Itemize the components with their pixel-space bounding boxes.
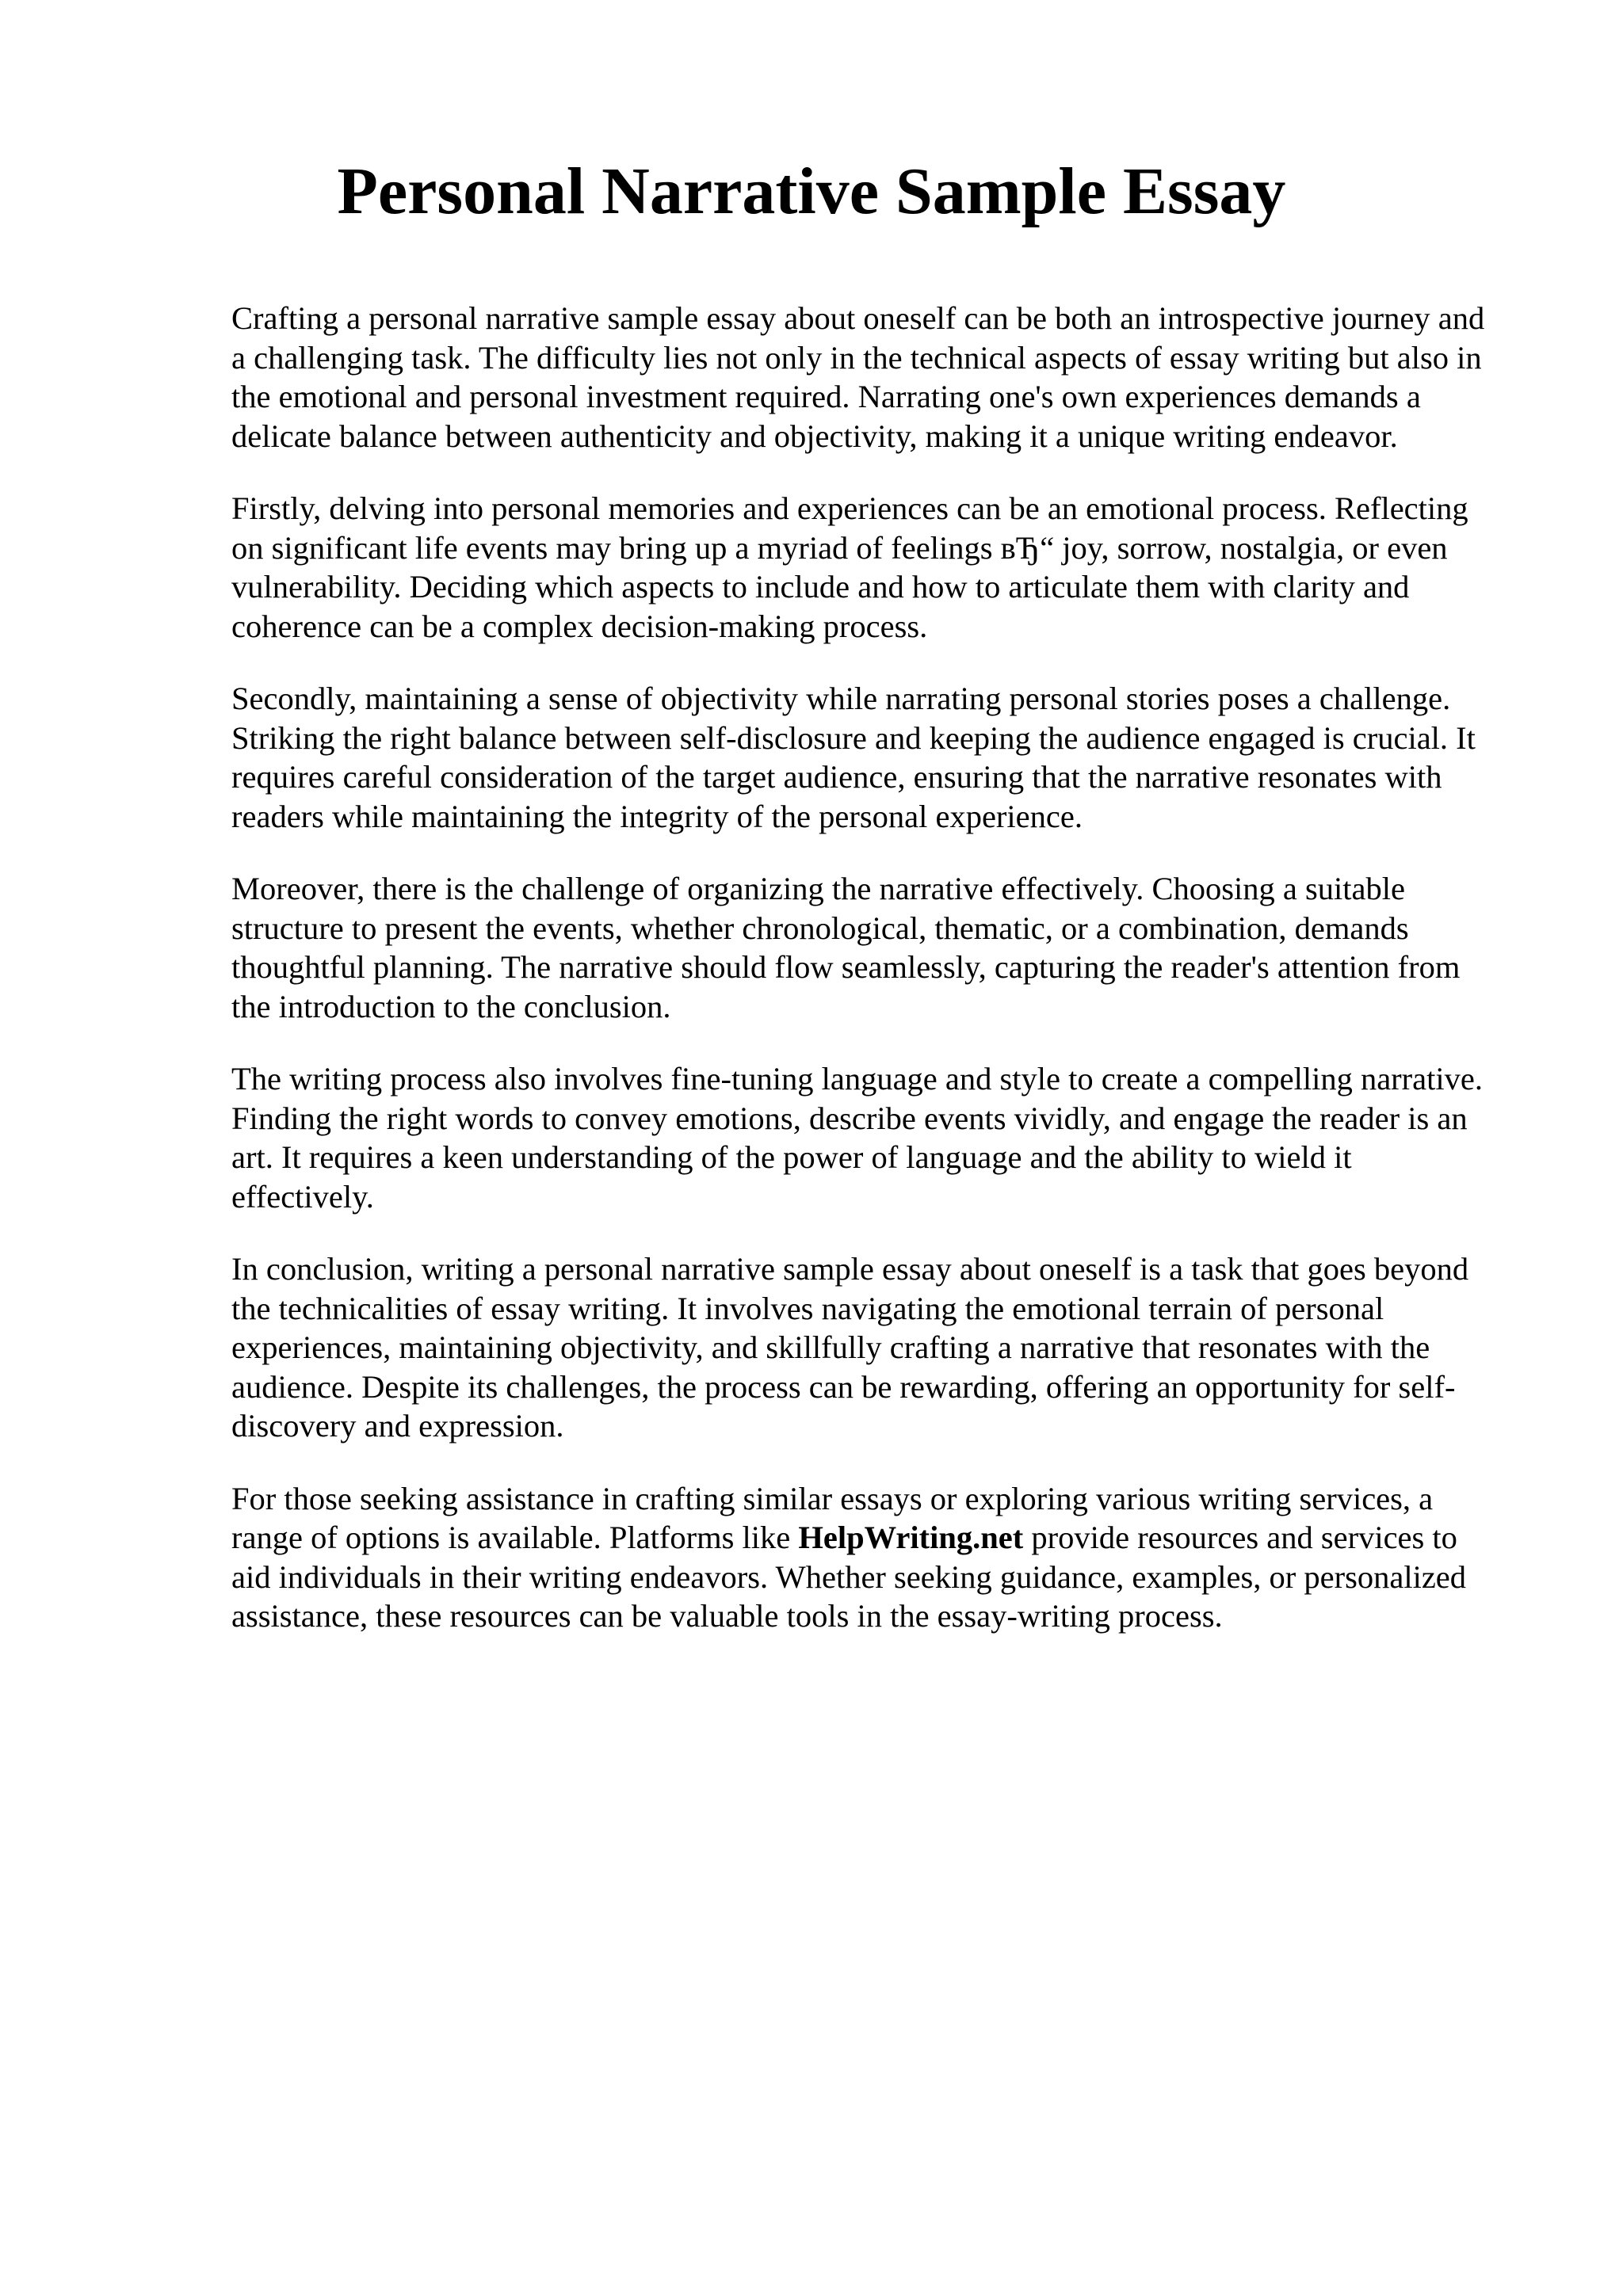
document-title: Personal Narrative Sample Essay <box>337 154 1286 228</box>
assistance-text-before: For those seeking assistance in crafting similar essays or exploring various writing services, a range of options is available. Platforms like <box>231 1480 1434 1555</box>
paragraph-writing-process: The writing process also involves fine-tuning language and style to create a compelling narrative. Finding the right words to convey emotions, describe events vividly, and engage the reader is an art. It requires a keen understanding of the power of language and the ability to wield it effectively. <box>231 1061 1483 1215</box>
paragraph-moreover: Moreover, there is the challenge of organizing the narrative effectively. Choosing a suitable structure to present the events, whether chronological, thematic, or a combination, demands thoughtful planning. The narrative should flow seamlessly, capturing the reader's attention from the introduction to the conclusion. <box>231 871 1461 1024</box>
paragraph-assistance <box>231 1479 1531 1636</box>
paragraph-firstly: Firstly, delving into personal memories and experiences can be an emotional process. Reflecting on significant life events may bring up a myriad of feelings вЂ“ joy, sorrow, nostalgia, or even vulnerability. Deciding which aspects to include and how to articulate them with clarity and coherence can be a complex decision-making process. <box>231 490 1468 644</box>
paragraph-conclusion: In conclusion, writing a personal narrative sample essay about oneself is a task that goes beyond the technicalities of essay writing. It involves navigating the emotional terrain of personal experiences, maintaining objectivity, and skillfully crafting a narrative that resonates with the audience. Despite its challenges, the process can be rewarding, offering an opportunity for self- discovery and expression. <box>231 1251 1469 1444</box>
paragraph-intro: Crafting a personal narrative sample essay about oneself can be both an introspective journey and a challenging task. The difficulty lies not only in the technical aspects of essay writing but also in the emotional and personal investment required. Narrating one's own experiences demands a delicate balance between authenticity and objectivity, making it a unique writing endeavor. <box>231 300 1485 454</box>
document-body <box>231 299 1531 1669</box>
helpwriting-link[interactable]: HelpWriting.net <box>798 1520 1024 1555</box>
assistance-text-after: provide resources and services to aid individuals in their writing endeavors. Whether seeking guidance, examples, or personalized assistance, these resources can be valuable tools in the essay-writing process. <box>231 1520 1467 1634</box>
paragraph-secondly: Secondly, maintaining a sense of objectivity while narrating personal stories poses a challenge. Striking the right balance between self-disclosure and keeping the audience engaged is crucial. It requires careful consideration of the target audience, ensuring that the narrative resonates with readers while maintaining the integrity of the personal experience. <box>231 681 1476 834</box>
